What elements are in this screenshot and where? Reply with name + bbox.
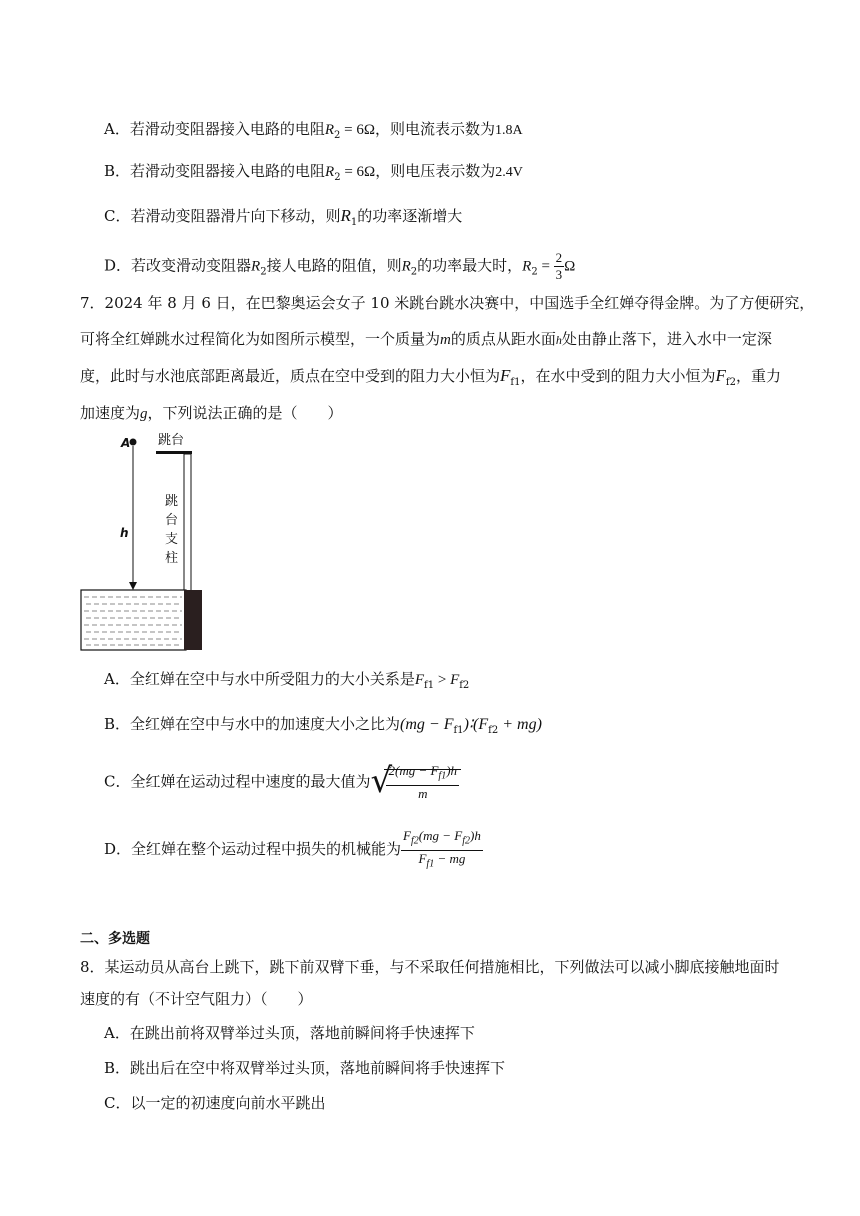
pillar xyxy=(184,454,191,591)
option-suffix: ，则电压表示数为 xyxy=(375,162,496,180)
q6-option-d xyxy=(104,250,575,284)
option-text: C．全红婵在运动过程中速度的最大值为 xyxy=(104,772,371,791)
var-r: R xyxy=(325,164,335,180)
fraction-denominator: 3 xyxy=(555,267,563,282)
pool-wall xyxy=(184,590,202,650)
height-label: h xyxy=(120,526,129,540)
text: 的质点从距水面 xyxy=(450,330,556,348)
var-sub: f1 xyxy=(453,725,464,736)
option-suffix: 的功率逐渐增大 xyxy=(357,207,463,225)
expression: + mg) xyxy=(498,716,542,733)
q7-line-2 xyxy=(80,328,780,351)
text: 可将全红婵跳水过程简化为如图所示模型，一个质量为 xyxy=(80,330,441,348)
q6-option-b xyxy=(104,160,523,189)
text: 加速度为 xyxy=(80,404,141,422)
var-f: F xyxy=(715,366,726,385)
denominator-text: − mg xyxy=(434,850,466,866)
var-sub: f2 xyxy=(725,377,736,388)
fraction xyxy=(554,250,565,283)
value: 2.4V xyxy=(495,165,523,180)
pillar-label-4: 柱 xyxy=(165,551,179,566)
q7-line-4 xyxy=(80,402,780,425)
option-text-mid: 接人电路的阻值，则 xyxy=(266,256,402,275)
numerator-text: )h xyxy=(446,763,458,778)
q7-option-a xyxy=(104,668,469,697)
var-r: R xyxy=(324,122,335,138)
q8-line-2: 速度的有（不计空气阻力）（ ） xyxy=(80,990,313,1008)
q6-option-a xyxy=(104,118,523,147)
fraction-denominator xyxy=(401,851,483,873)
text: ，下列说法正确的是（ ） xyxy=(147,404,343,422)
numerator-text: 2(mg − F xyxy=(388,763,439,778)
var-r: R xyxy=(401,258,411,275)
equation: = 6Ω xyxy=(340,164,376,180)
option-text: C．若滑动变阻器滑片向下移动，则 xyxy=(104,207,341,225)
expression: (mg − F xyxy=(400,716,454,733)
q8-option-b: B．跳出后在空中将双臂举过头顶，落地前瞬间将手快速挥下 xyxy=(104,1059,506,1077)
q7-option-c xyxy=(104,763,461,802)
var-sub: 2 xyxy=(260,266,267,278)
q7-option-d xyxy=(104,828,483,872)
var-sub: f2 xyxy=(459,680,470,691)
equation: = xyxy=(537,258,554,275)
var-sub: 2 xyxy=(410,266,418,278)
var-f: F xyxy=(450,672,460,688)
var-sub: f2 xyxy=(462,835,470,847)
diving-figure xyxy=(78,430,208,655)
q8-line-1: 8．某运动员从高台上跳下，跳下前双臂下垂，与不采取任何措施相比，下列做法可以减小脚底接触地面时 xyxy=(80,958,780,976)
option-text: B．若滑动变阻器接入电路的电阻 xyxy=(104,162,326,180)
point-a-label: A xyxy=(121,436,131,450)
option-text: D．若改变滑动变阻器 xyxy=(104,256,252,275)
var-g: g xyxy=(140,406,148,422)
option-text-mid: 的功率最大时， xyxy=(417,256,523,275)
option-text: A．全红婵在空中与水中所受阻力的大小关系是 xyxy=(104,670,415,688)
q7-line-1: 7．2024 年 8 月 6 日，在巴黎奥运会女子 10 米跳台跳水决赛中，中国选手全红婵夺得金牌。为了方便研究， xyxy=(80,294,815,312)
var-sub: f1 xyxy=(438,770,447,782)
var-sub: f1 xyxy=(424,680,435,691)
pillar-label-3: 支 xyxy=(165,532,179,547)
equation: = 6Ω xyxy=(340,122,375,138)
unit: Ω xyxy=(564,258,576,275)
option-suffix: ，则电流表示数为 xyxy=(375,120,496,138)
var-sub: 2 xyxy=(334,172,341,183)
q7-line-3 xyxy=(80,365,780,394)
text: 度，此时与水池底部距离最近，质点在空中受到的阻力大小恒为 xyxy=(80,367,501,385)
q7-option-b xyxy=(104,713,542,742)
text: 处由静止落下，进入水中一定深 xyxy=(561,330,772,348)
q6-option-c xyxy=(104,205,462,234)
var-r: R xyxy=(340,206,351,225)
var-sub: f1 xyxy=(510,377,521,388)
text: ，在水中受到的阻力大小恒为 xyxy=(520,367,716,385)
fraction xyxy=(386,763,459,802)
text: ，重力 xyxy=(735,367,781,385)
var-sub: 2 xyxy=(334,130,341,141)
fraction xyxy=(401,828,483,872)
pool-water xyxy=(81,590,186,650)
radical-icon: √ xyxy=(370,761,393,801)
var-sub: f1 xyxy=(426,858,435,870)
section-heading: 二、多选题 xyxy=(80,931,150,947)
numerator-text: )h xyxy=(469,828,481,843)
numerator-text: F xyxy=(403,828,411,843)
q8-option-a: A．在跳出前将双臂举过头顶，落地前瞬间将手快速挥下 xyxy=(104,1024,475,1042)
sqrt-expression xyxy=(370,763,461,802)
var-h: h xyxy=(555,333,562,347)
fraction-denominator: m xyxy=(418,785,428,801)
fraction-numerator xyxy=(401,828,483,851)
q8-option-c: C．以一定的初速度向前水平跳出 xyxy=(104,1094,326,1112)
option-text: D．全红婵在整个运动过程中损失的机械能为 xyxy=(104,840,402,859)
var-r: R xyxy=(251,258,261,275)
point-a-marker xyxy=(130,439,137,446)
option-text: B．全红婵在空中与水中的加速度大小之比为 xyxy=(104,715,401,733)
fraction-numerator: 2 xyxy=(555,250,563,265)
numerator-text: (mg − F xyxy=(418,828,463,843)
platform-label: 跳台 xyxy=(158,433,185,448)
value: 1.8A xyxy=(495,123,523,138)
expression: )∶(F xyxy=(463,716,489,733)
arrow-head-icon xyxy=(129,582,137,590)
var-r: R xyxy=(522,258,532,275)
var-f: F xyxy=(500,366,511,385)
fraction-numerator xyxy=(386,763,459,786)
var-m: m xyxy=(440,332,451,348)
var-sub: 2 xyxy=(531,266,538,278)
var-f: F xyxy=(414,672,425,688)
option-text: A．若滑动变阻器接入电路的电阻 xyxy=(104,120,325,138)
operator: > xyxy=(434,672,451,688)
var-sub: 1 xyxy=(350,217,358,228)
pillar-label-1: 跳 xyxy=(165,494,179,509)
radicand xyxy=(384,763,461,801)
var-sub: f2 xyxy=(488,725,499,736)
var-sub: f2 xyxy=(410,835,419,847)
pillar-label-2: 台 xyxy=(165,513,179,528)
denominator-text: F xyxy=(418,850,427,866)
